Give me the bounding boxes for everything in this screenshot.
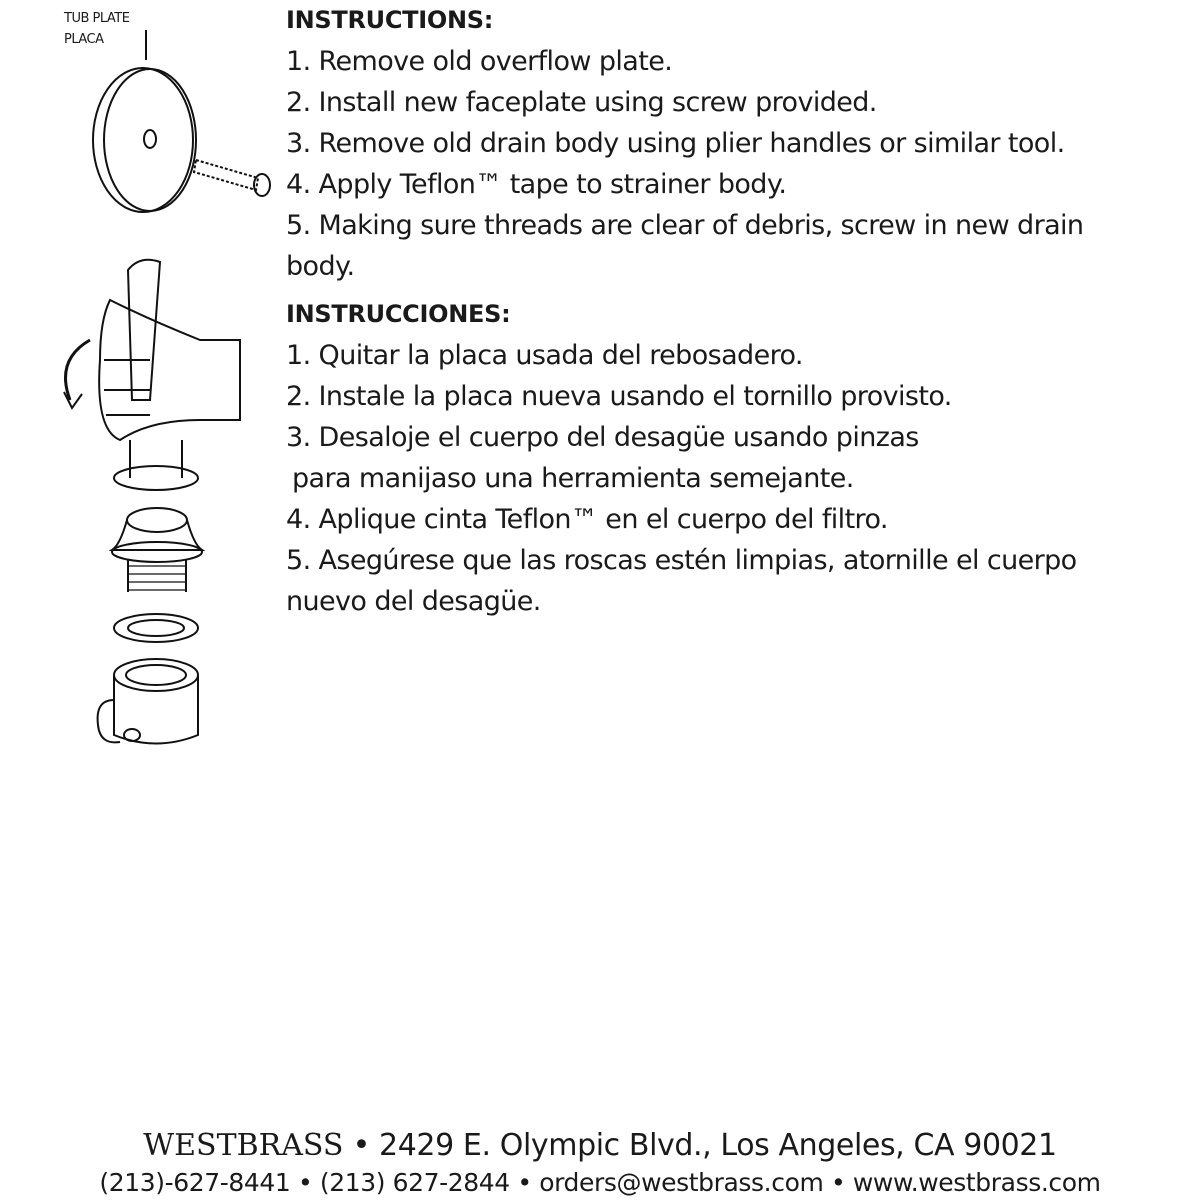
instruction-step: 3. Remove old drain body using plier handles or similar tool. bbox=[286, 128, 1065, 159]
drain-strainer-icon bbox=[112, 508, 202, 592]
instruction-step: 4. Apply Teflon™ tape to strainer body. bbox=[286, 169, 787, 200]
instruction-step-continued: body. bbox=[286, 251, 355, 282]
gasket-icon bbox=[114, 614, 198, 642]
instruction-step: 5. Making sure threads are clear of debris, screw in new drain bbox=[286, 210, 1084, 241]
drain-installation-illustration bbox=[40, 0, 280, 760]
tub-plate-icon bbox=[93, 68, 196, 212]
instructions-heading: INSTRUCTIONS: bbox=[286, 6, 494, 34]
instruccion-step: 3. Desaloje el cuerpo del desagüe usando pinzas bbox=[286, 422, 919, 453]
instructions-english bbox=[286, 0, 1186, 622]
footer-contact-line: (213)-627-8441 • (213) 627-2844 • orders@westbrass.com • www.westbrass.com bbox=[99, 1168, 1101, 1197]
drain-shoe-icon bbox=[98, 659, 198, 744]
instruccion-step: 5. Asegúrese que las roscas estén limpias, atornille el cuerpo bbox=[286, 545, 1077, 576]
instruccion-step-continued: nuevo del desagüe. bbox=[286, 586, 541, 617]
instruction-step: 2. Install new faceplate using screw provided. bbox=[286, 87, 877, 118]
instruccion-step: 2. Instale la placa nueva usando el tornillo provisto. bbox=[286, 381, 952, 412]
instruccion-step: 1. Quitar la placa usada del rebosadero. bbox=[286, 340, 803, 371]
instrucciones-heading: INSTRUCCIONES: bbox=[286, 300, 511, 328]
instruction-step: 1. Remove old overflow plate. bbox=[286, 46, 673, 77]
screw-icon bbox=[194, 160, 270, 196]
tub-plate-label: TUB PLATE bbox=[64, 11, 130, 26]
hand-with-pliers-icon bbox=[64, 260, 240, 490]
footer-address-line bbox=[0, 1126, 1200, 1166]
instruccion-step: 4. Aplique cinta Teflon™ en el cuerpo del filtro. bbox=[286, 504, 888, 535]
instruccion-step-continued: para manijaso una herramienta semejante. bbox=[292, 463, 854, 494]
address: • 2429 E. Olympic Blvd., Los Angeles, CA 90021 bbox=[352, 1128, 1057, 1163]
placa-label: PLACA bbox=[64, 32, 104, 47]
brand-name: WESTBRASS bbox=[143, 1128, 344, 1163]
